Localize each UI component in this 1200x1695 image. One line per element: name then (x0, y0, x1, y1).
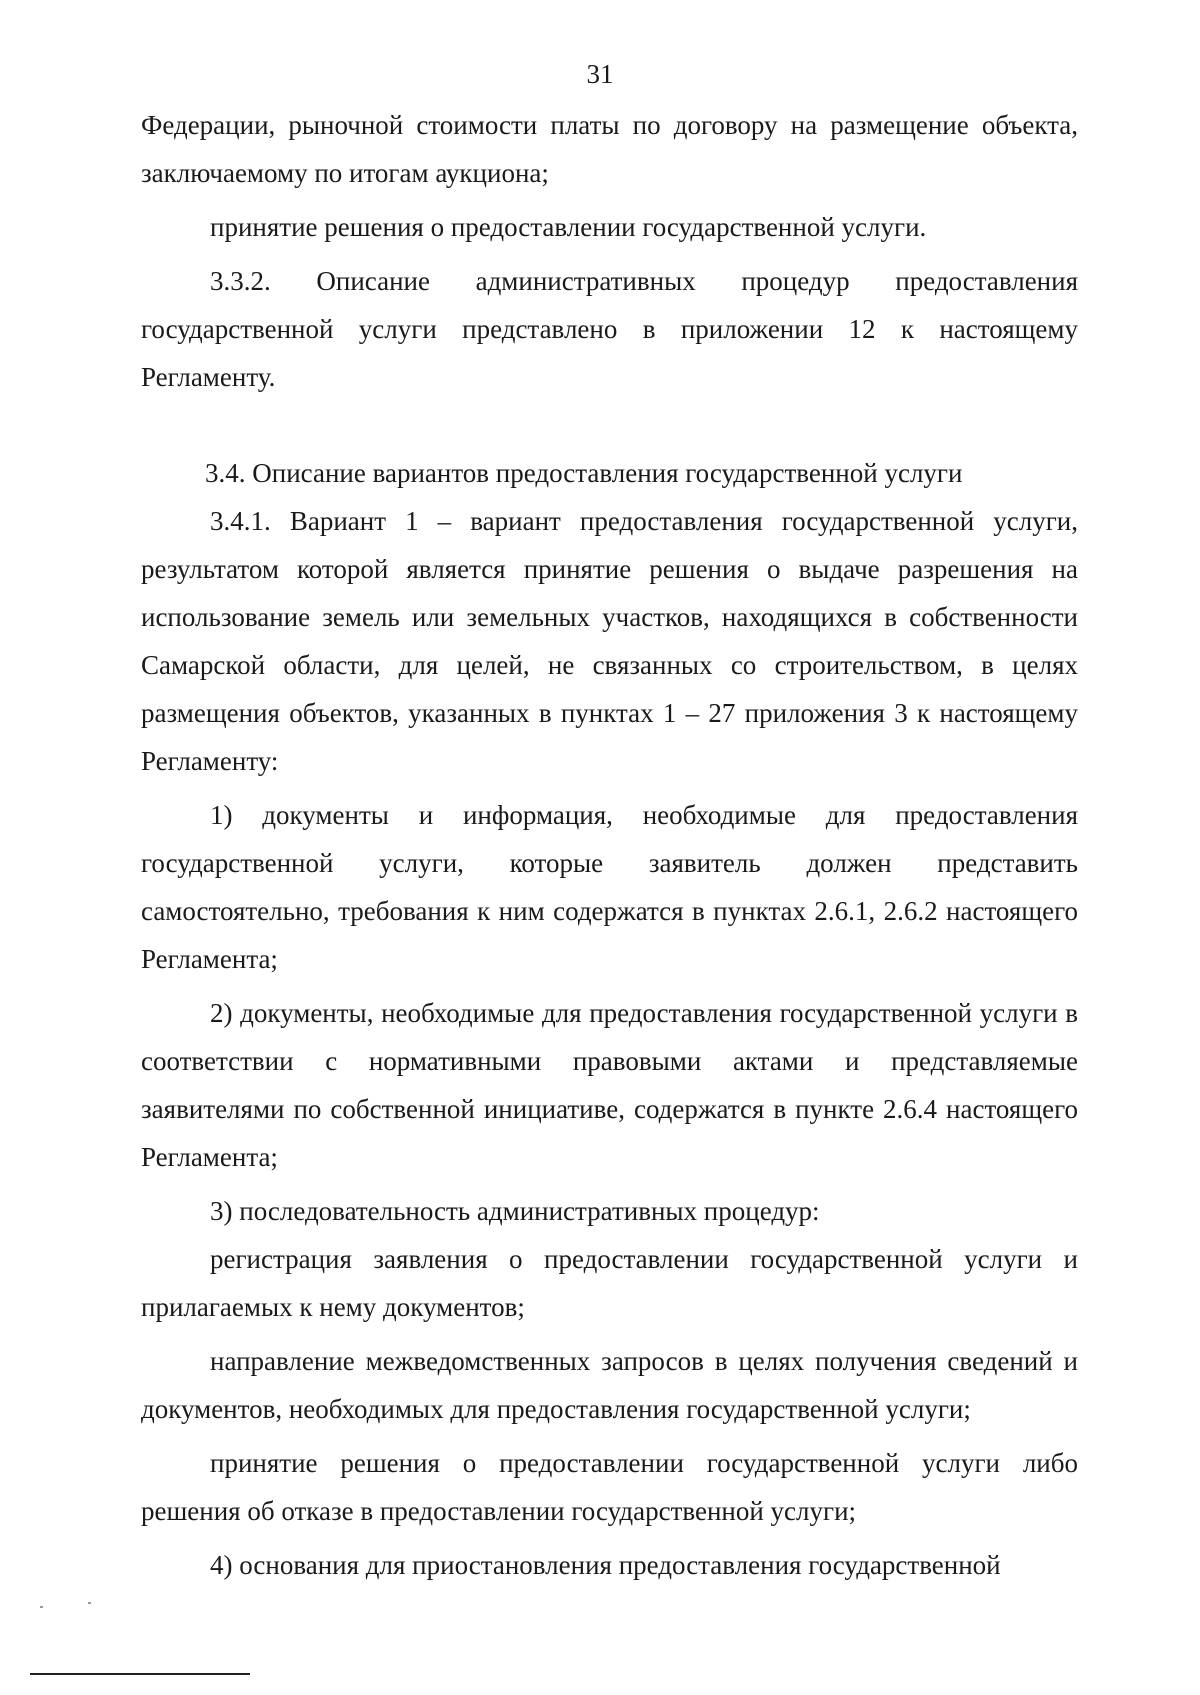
scan-speck (40, 1606, 43, 1608)
list-item-2: 2) документы, необходимые для предоставления государственной услуги в соответствии с нормативными правовыми актами и представляемые заявителями по собственной инициативе, содержатся в пункте 2.6.4 настоящего Регламента; (141, 998, 1078, 1172)
list-item-4: 4) основания для приостановления предоставления государственной (210, 1550, 1001, 1580)
paragraph-5: 3.4.1. Вариант 1 – вариант предоставления государственной услуги, результатом которой является принятие решения о выдаче разрешения на использование земель или земельных участков, находящихся в собственности Самарской области, для целей, не связанных со строительством, в целях размещения объектов, указанных в пунктах 1 – 27 приложения 3 к настоящему Регламенту: (141, 506, 1078, 776)
scan-speck (88, 1602, 91, 1604)
paragraph-3: 3.3.2. Описание административных процедур предоставления государственной услуги представлено в приложении 12 к настоящему Регламенту. (141, 266, 1078, 392)
list-item-1: 1) документы и информация, необходимые для предоставления государственной услуги, которые заявитель должен представить самостоятельно, требования к ним содержатся в пунктах 2.6.1, 2.6.2 настоящего Регламента; (141, 800, 1078, 974)
section-heading: 3.4. Описание вариантов предоставления государственной услуги (205, 458, 963, 488)
page-number: 31 (586, 59, 614, 89)
footnote-rule (30, 1673, 250, 1675)
paragraph-1: Федерации, рыночной стоимости платы по договору на размещение объекта, заключаемому по итогам аукциона; (141, 110, 1078, 188)
procedure-item-2: направление межведомственных запросов в целях получения сведений и документов, необходимых для предоставления государственной услуги; (141, 1346, 1078, 1424)
list-item-3: 3) последовательность административных процедур: (210, 1196, 820, 1226)
procedure-item-1: регистрация заявления о предоставлении государственной услуги и прилагаемых к нему документов; (141, 1244, 1078, 1322)
paragraph-2: принятие решения о предоставлении государственной услуги. (210, 212, 927, 242)
procedure-item-3: принятие решения о предоставлении государственной услуги либо решения об отказе в предоставлении государственной услуги; (141, 1448, 1078, 1526)
document-body (141, 101, 1078, 1589)
